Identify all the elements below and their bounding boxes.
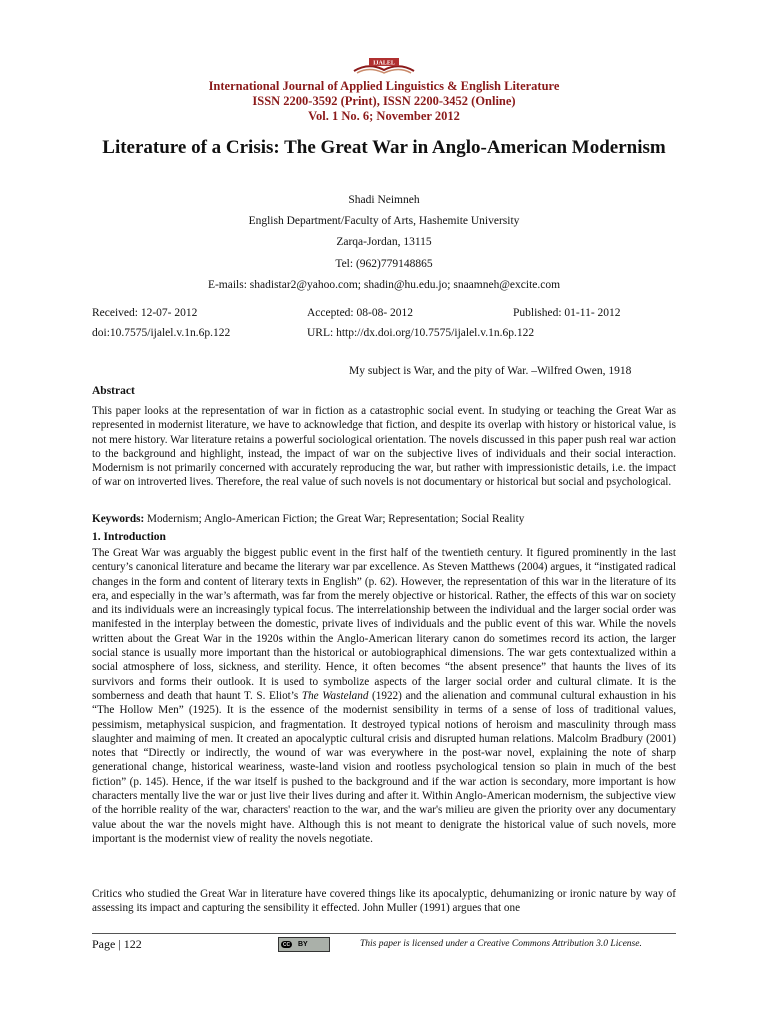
journal-header bbox=[0, 79, 768, 124]
intro-paragraph-2: Critics who studied the Great War in literature have covered things like its apocalyptic, dehumanizing or ironic nature by way of assessing its impact and capturing the sensibility it effected. John Muller (1991) argues that one bbox=[92, 888, 676, 915]
author-location: Zarqa-Jordan, 13115 bbox=[336, 236, 432, 249]
url-link[interactable]: URL: http://dx.doi.org/10.7575/ijalel.v.1n.6p.122 bbox=[307, 327, 535, 339]
intro-p1-part-a: The Great War was arguably the biggest public event in the first half of the twentieth century. It figured prominently in the last century’s canonical literature and became the literary war par excellence. As Steven Matthews (2004) argues, it “instigated radical changes in the form and content of literary texts in English” (p. 62). However, the representation of this war in the literature of its era, and especially in the war’s aftermath, was far from the merely objective or historical. Rather, the effects of this war on society and its individuals were an increasingly typical focus. The interrelationship between the individual and the larger social order was manifested in the interplay between the domestic, private lives of individuals and the public event of this war. While the novels written about the Great War in the 1920s within the Anglo-American literary canon do sometimes record its action, the larger social stance is usually more important than the historical or autobiographical dimensions. The war gets contextualized within a social atmosphere of loss, sickness, and sterility. Hence, it often becomes “the absent presence” that haunts the lives of its survivors and forms their outlook. It is used to symbolize aspects of the larger social order and cultural climate. It is the somberness and death that haunt T. S. Eliot’s bbox=[92, 547, 676, 702]
cc-icon: cc bbox=[283, 941, 290, 948]
intro-p1-italic-title: The Wasteland bbox=[301, 689, 369, 702]
journal-volume: Vol. 1 No. 6; November 2012 bbox=[308, 109, 460, 123]
author-tel: Tel: (962)779148865 bbox=[335, 257, 433, 270]
doi: doi:10.7575/ijalel.v.1n.6p.122 bbox=[92, 327, 231, 339]
journal-logo bbox=[349, 56, 419, 76]
introduction-body bbox=[92, 546, 676, 846]
accepted-date: Accepted: 08-08- 2012 bbox=[307, 307, 414, 319]
page-number: Page | 122 bbox=[92, 937, 142, 951]
epigraph: My subject is War, and the pity of War. –Wilfred Owen, 1918 bbox=[349, 365, 632, 377]
intro-paragraph-1 bbox=[92, 546, 676, 846]
by-icon: BY bbox=[298, 941, 308, 948]
paper-title: Literature of a Crisis: The Great War in Anglo-American Modernism bbox=[102, 137, 666, 158]
author-block bbox=[0, 190, 768, 296]
abstract-paragraph: This paper looks at the representation of war in fiction as a catastrophic social event. In studying or teaching the Great War as represented in modernist literature, we have to acknowledge that fiction, and despite its overlap with history or historical value, is not mere history. War literature retains a powerful sociological orientation. The novels discussed in this paper push real war action to the background and highlight, instead, the impact of war on the subjective lives of individuals and their social interaction. Modernism is not primarily concerned with accurately reproducing the war, but rather with impressionistic details, i.e. the impact of war on introverted lives. Therefore, the real value of such novels is not documentary or historical but social and psychological. bbox=[92, 405, 676, 489]
published-date: Published: 01-11- 2012 bbox=[513, 307, 621, 319]
journal-issn: ISSN 2200-3592 (Print), ISSN 2200-3452 (Online) bbox=[252, 94, 516, 108]
keywords-label: Keywords: bbox=[92, 513, 145, 525]
license-text: This paper is licensed under a Creative Commons Attribution 3.0 License. bbox=[360, 939, 642, 949]
author-name: Shadi Neimneh bbox=[348, 194, 420, 206]
footer-divider bbox=[92, 933, 676, 934]
intro-p1-part-b: (1922) and the alienation and communal cultural exhaustion in his “The Hollow Men” (1925). It is the essence of the modernist sensibility in terms of a sense of loss of traditional values, pessimism, metaphysical suspicion, and fragmentation. It destroyed typical notions of heroism and masculinity through mass slaughter and maiming of men. It created an apocalyptic cultural crisis and disrupted human relations. Malcolm Bradbury (2001) notes that “Directly or indirectly, the wound of war was everywhere in the post-war novel, explaining the note of sharp generational change, historical weariness, waste-land vision and rootless psychological tension so plain in much of the best fiction” (p. 145). Hence, if the war itself is pushed to the background and if the war action is secondary, more important is how characters mentally live the war or just live their lives during and after it. Within Anglo-American modernism, the subjective view of the horrible reality of the war, characters' reaction to the war, and the war's milieu are given the priority over any documentary value about the war the novels might have. Although this is not meant to denigrate the historical value of such novels, more important is the modernist view of reality the novels negotiate. bbox=[92, 689, 676, 845]
cc-license-badge-icon[interactable] bbox=[278, 937, 330, 952]
author-emails: E-mails: shadistar2@yahoo.com; shadin@hu.edu.jo; snaamneh@excite.com bbox=[207, 278, 561, 291]
abstract-heading: Abstract bbox=[92, 385, 135, 397]
keywords-text: Modernism; Anglo-American Fiction; the Great War; Representation; Social Reality bbox=[144, 513, 525, 525]
author-affiliation: English Department/Faculty of Arts, Hashemite University bbox=[248, 215, 520, 228]
svg-text:IJALEL: IJALEL bbox=[373, 60, 395, 67]
introduction-body-2 bbox=[92, 887, 676, 916]
received-date: Received: 12-07- 2012 bbox=[92, 307, 198, 319]
introduction-heading: 1. Introduction bbox=[92, 531, 166, 543]
keywords bbox=[92, 513, 524, 525]
journal-name: International Journal of Applied Linguistics & English Literature bbox=[208, 79, 560, 93]
abstract-text bbox=[92, 404, 676, 490]
